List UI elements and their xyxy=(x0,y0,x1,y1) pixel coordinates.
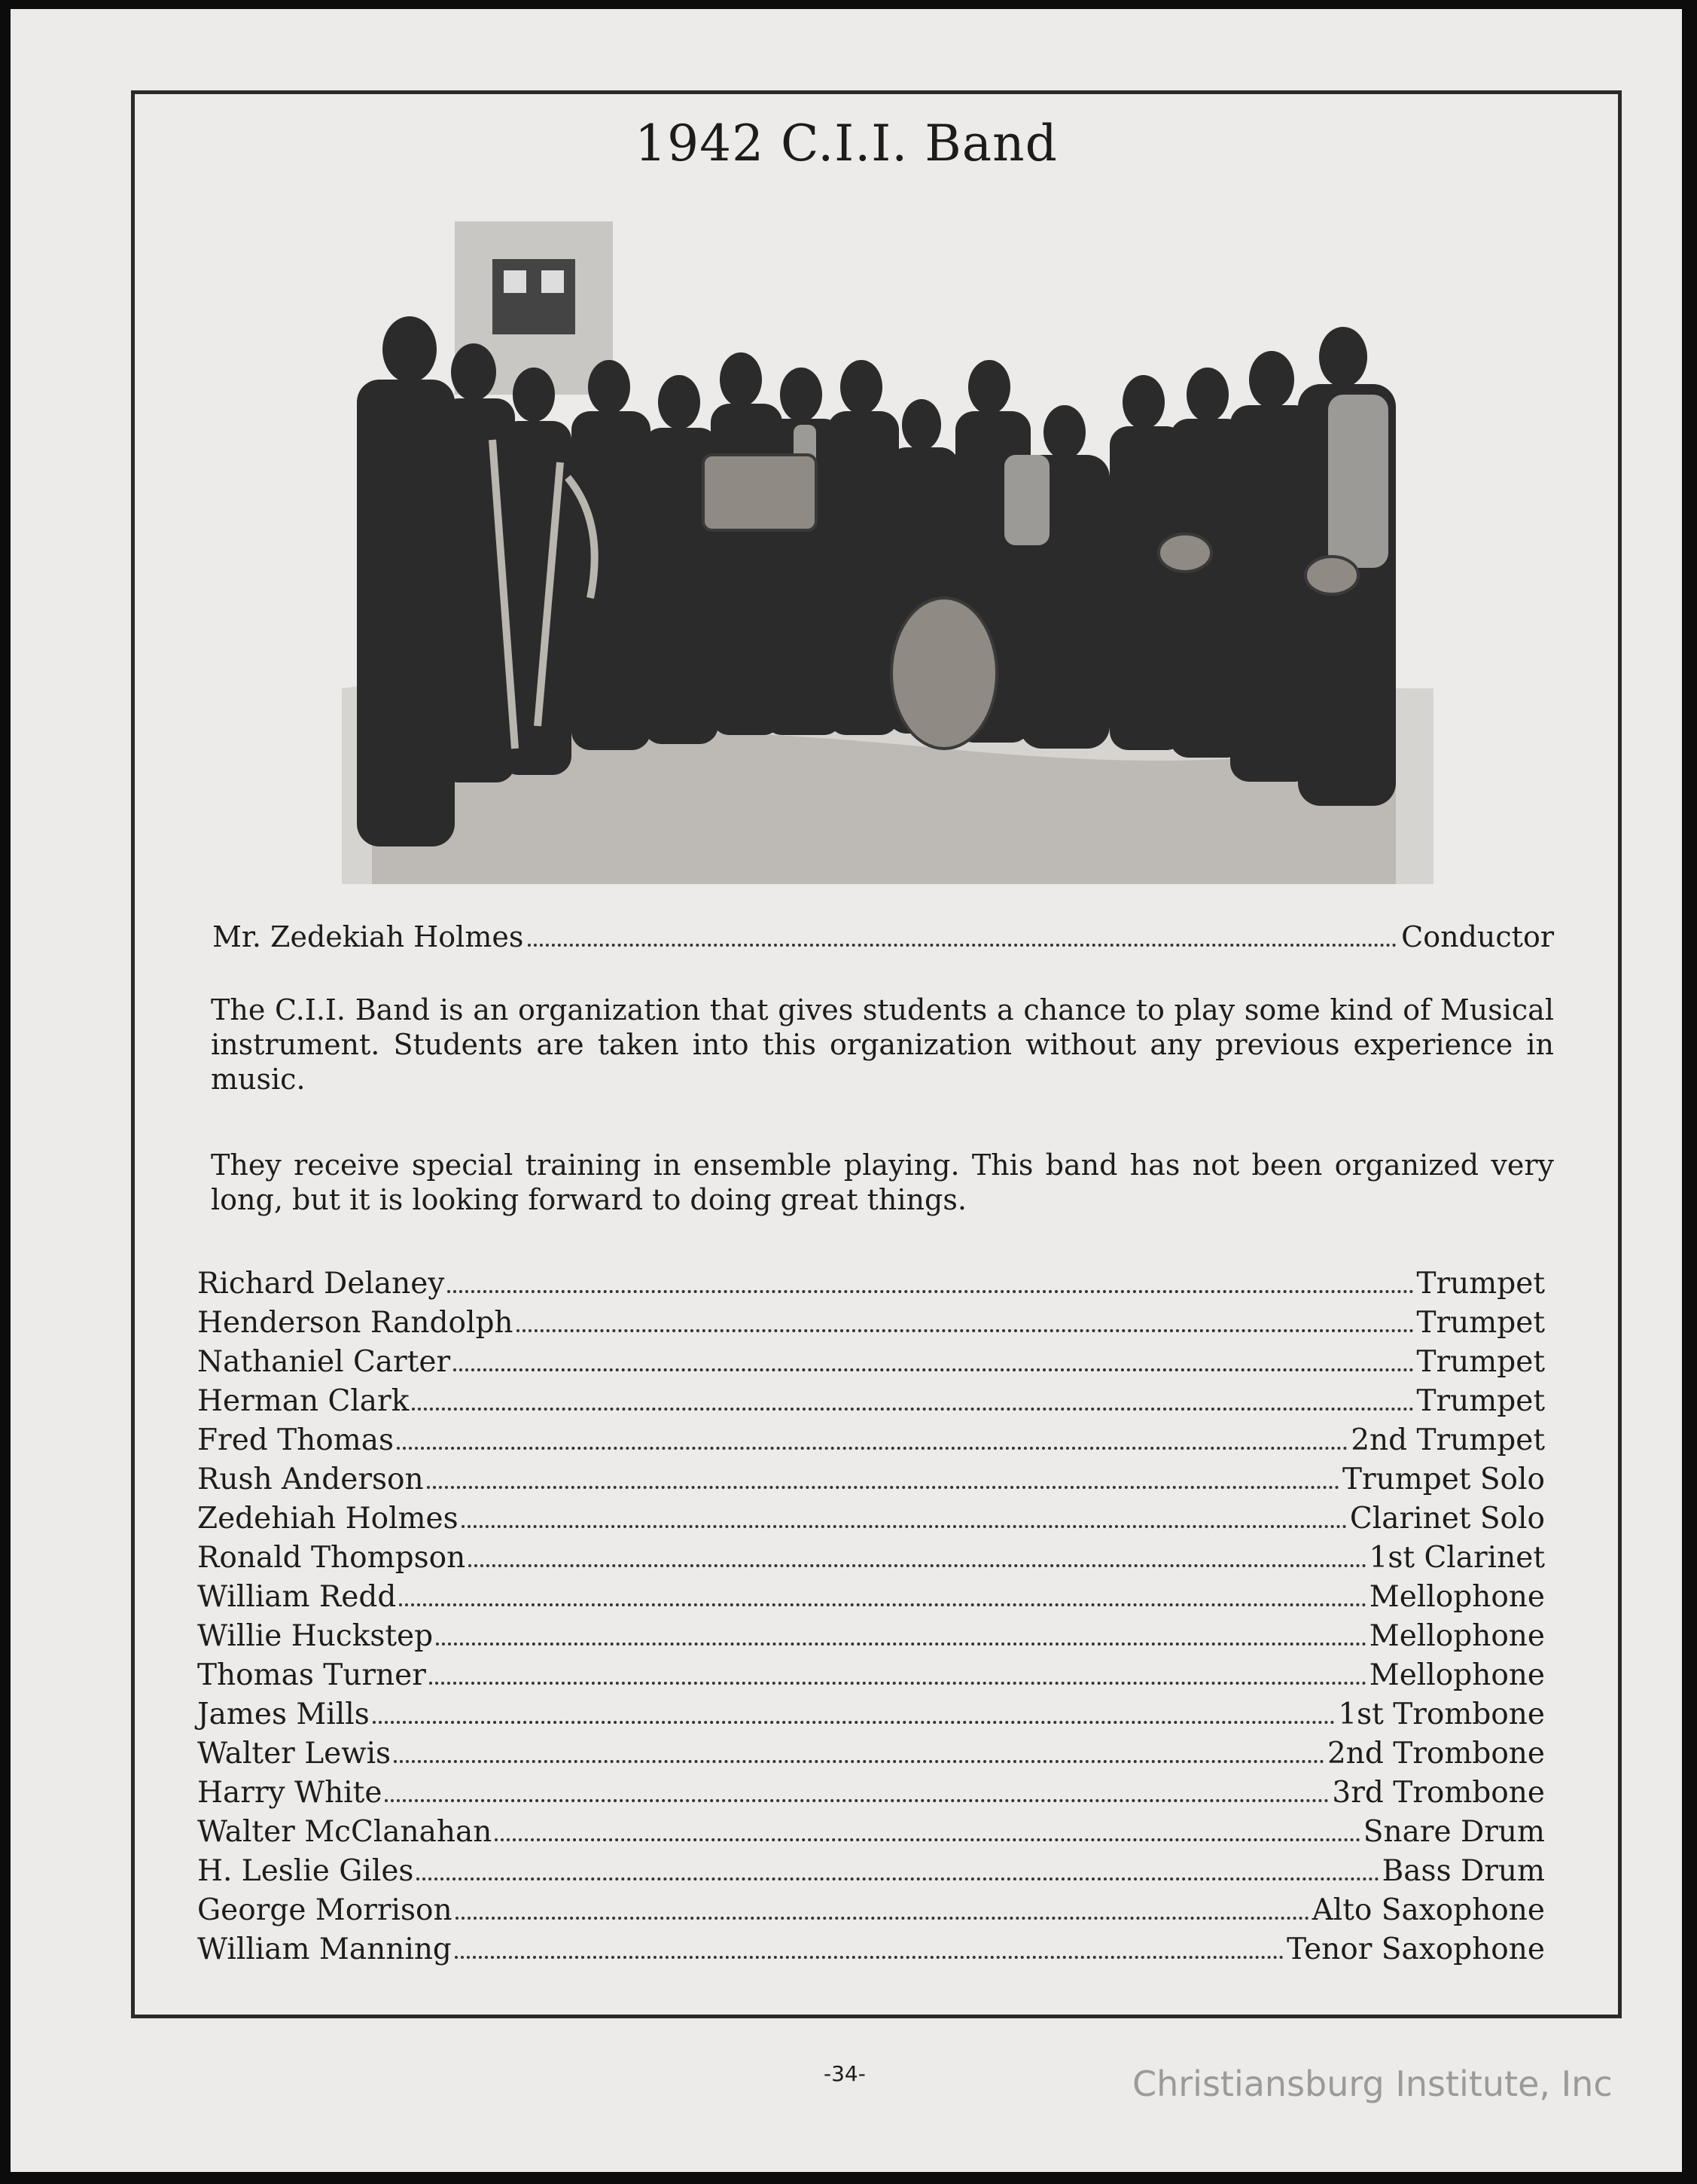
roster-row xyxy=(197,1815,1545,1854)
member-name: Nathaniel Carter xyxy=(197,1345,451,1379)
roster-row xyxy=(197,1463,1545,1502)
leader-dots xyxy=(528,944,1397,947)
leader-dots xyxy=(436,1643,1366,1646)
roster-row xyxy=(197,1580,1545,1619)
roster-row xyxy=(197,1619,1545,1658)
leader-dots xyxy=(495,1838,1360,1841)
leader-dots xyxy=(455,1917,1309,1920)
member-instrument: 1st Trombone xyxy=(1338,1697,1545,1731)
member-name: Harry White xyxy=(197,1776,382,1810)
member-instrument: Trumpet xyxy=(1416,1384,1545,1418)
leader-dots xyxy=(455,1956,1284,1959)
member-name: William Redd xyxy=(197,1580,397,1614)
member-name: Thomas Turner xyxy=(197,1658,426,1692)
member-name: Walter Lewis xyxy=(197,1737,391,1771)
member-instrument: 1st Clarinet xyxy=(1369,1541,1545,1575)
leader-dots xyxy=(453,1368,1413,1371)
roster-row xyxy=(197,1345,1545,1384)
training-paragraph: They receive special training in ensemble playing. This band has not been organized very long, but it is looking forward to doing great things. xyxy=(211,1148,1554,1216)
roster-row xyxy=(197,1658,1545,1697)
roster-row xyxy=(197,1697,1545,1737)
member-name: Henderson Randolph xyxy=(197,1306,513,1340)
member-name: Rush Anderson xyxy=(197,1463,424,1496)
leader-dots xyxy=(412,1408,1413,1411)
page-number: -34- xyxy=(824,2061,866,2086)
watermark: Christiansburg Institute, Inc xyxy=(1132,2064,1613,2104)
leader-dots xyxy=(397,1447,1348,1450)
member-instrument: Trumpet xyxy=(1416,1345,1545,1379)
roster-row xyxy=(197,1893,1545,1932)
member-name: George Morrison xyxy=(197,1893,452,1927)
member-name: James Mills xyxy=(197,1697,370,1731)
roster-row xyxy=(197,1737,1545,1776)
leader-dots xyxy=(429,1682,1366,1685)
member-instrument: Mellophone xyxy=(1369,1619,1545,1653)
leader-dots xyxy=(427,1486,1339,1489)
page-sheet xyxy=(11,9,1682,2172)
member-instrument: Tenor Saxophone xyxy=(1287,1932,1545,1966)
leader-dots xyxy=(385,1799,1329,1802)
roster-row xyxy=(197,1502,1545,1541)
leader-dots xyxy=(447,1290,1413,1293)
member-name: William Manning xyxy=(197,1932,452,1966)
roster-row xyxy=(197,1776,1545,1815)
member-instrument: Clarinet Solo xyxy=(1349,1502,1545,1536)
member-instrument: Snare Drum xyxy=(1363,1815,1545,1849)
member-name: Herman Clark xyxy=(197,1384,410,1418)
member-instrument: Trumpet xyxy=(1416,1306,1545,1340)
member-name: H. Leslie Giles xyxy=(197,1854,414,1888)
conductor-line xyxy=(212,920,1554,953)
roster-row xyxy=(197,1541,1545,1580)
leader-dots xyxy=(394,1760,1324,1763)
member-instrument: Trumpet xyxy=(1416,1267,1545,1301)
roster-row xyxy=(197,1306,1545,1345)
roster-row xyxy=(197,1423,1545,1463)
roster-row xyxy=(197,1267,1545,1306)
leader-dots xyxy=(462,1525,1347,1528)
member-instrument: Alto Saxophone xyxy=(1312,1893,1545,1927)
leader-dots xyxy=(373,1721,1336,1724)
roster-row xyxy=(197,1932,1545,1972)
roster-row xyxy=(197,1384,1545,1423)
member-name: Ronald Thompson xyxy=(197,1541,466,1575)
band-photo xyxy=(342,206,1433,884)
member-instrument: Bass Drum xyxy=(1382,1854,1545,1888)
leader-dots xyxy=(516,1329,1414,1332)
member-name: Willie Huckstep xyxy=(197,1619,434,1653)
page-title: 1942 C.I.I. Band xyxy=(635,114,1058,172)
member-name: Richard Delaney xyxy=(197,1267,445,1301)
member-instrument: Trumpet Solo xyxy=(1342,1463,1545,1496)
roster-row xyxy=(197,1854,1545,1893)
member-instrument: Mellophone xyxy=(1369,1580,1545,1614)
conductor-name: Mr. Zedekiah Holmes xyxy=(212,920,524,953)
intro-paragraph: The C.I.I. Band is an organization that gives students a chance to play some kind of Musical instrument. Students are taken into this organization without any previous experience in music. xyxy=(211,993,1554,1096)
band-roster xyxy=(197,1267,1545,1972)
leader-dots xyxy=(416,1877,1379,1880)
member-instrument: 3rd Trombone xyxy=(1332,1776,1545,1810)
leader-dots xyxy=(399,1603,1366,1606)
member-name: Fred Thomas xyxy=(197,1423,395,1457)
member-instrument: 2nd Trombone xyxy=(1327,1737,1545,1771)
member-name: Zedehiah Holmes xyxy=(197,1502,459,1536)
member-instrument: 2nd Trumpet xyxy=(1351,1423,1545,1457)
conductor-role: Conductor xyxy=(1401,920,1554,953)
member-name: Walter McClanahan xyxy=(197,1815,492,1849)
leader-dots xyxy=(468,1564,1366,1567)
member-instrument: Mellophone xyxy=(1369,1658,1545,1692)
